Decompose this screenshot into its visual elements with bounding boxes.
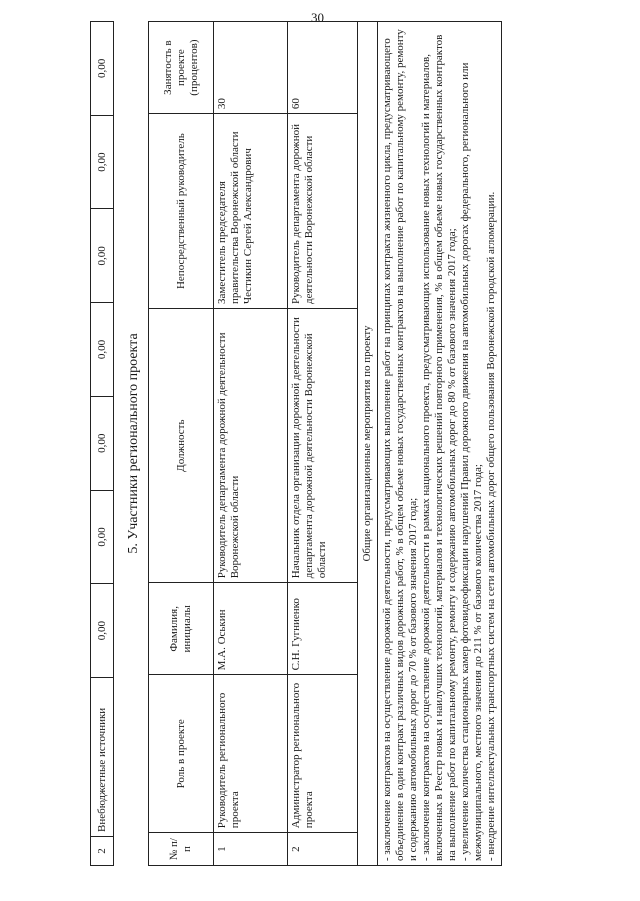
column-header: Должность [149, 309, 214, 583]
position-cell: Начальник отдела организации дорожной деятельности департамента дорожной деятельности Воронежской области [288, 309, 358, 583]
name-cell: М.А. Оськин [214, 583, 288, 675]
value-cell: 0,00 [91, 209, 114, 303]
column-header: Непосредственный руководитель [149, 114, 214, 309]
position-cell: Руководитель департамента дорожной деятельности Воронежской области [214, 309, 288, 583]
role-cell: Руководитель регионального проекта [214, 675, 288, 833]
rotated-page [90, 21, 610, 866]
measures-title-row [358, 22, 378, 866]
value-cell: 0,00 [91, 396, 114, 490]
column-header: Фамилия, инициалы [149, 583, 214, 675]
measure-item: - заключение контрактов на осуществление дорожной деятельности в рамках национального проекта, предусматривающих использование новых технологий и материалов, включенных в Реестр новых и наилучших технологий, материалов и технологических решений повторного применения, % в общем объеме новых государственных контрактов на выполнение работ по капитальному ремонту, ремонту и содержанию автомобильных дорог до 80 % от базового значения 2017 года; [420, 34, 458, 861]
measure-item: - заключение контрактов на осуществление дорожной деятельности, предусматривающих выполнение работ на принципах контракта жизненного цикла, предусматривающего объединение в один контракт различных видов дорожных работ, % в общем объеме новых государственных контрактов на выполнение работ по капитальному ремонту, ремонту и содержанию автомобильных дорог до 70 % от базового значения 2017 года; [381, 29, 419, 861]
page-number: 30 [311, 10, 324, 25]
row-label: Внебюджетные источники [91, 678, 114, 837]
role-cell: Администратор регионального проекта [288, 675, 358, 833]
header-row [149, 22, 214, 866]
table-row [91, 22, 114, 866]
employment-cell: 30 [214, 22, 288, 114]
value-cell: 0,00 [91, 22, 114, 116]
participants-table [148, 21, 502, 866]
name-cell: С.Н. Гугниенко [288, 583, 358, 675]
measures-title: Общие организационные мероприятия по проекту [358, 22, 378, 866]
value-cell: 0,00 [91, 584, 114, 678]
value-cell: 0,00 [91, 303, 114, 397]
table-row [214, 22, 288, 866]
measures-row [378, 22, 502, 866]
measure-item: - увеличение количества стационарных камер фотовидеофиксации нарушений Правил дорожного движения на автомобильных дорогах федерального, регионального или межмуниципального, местного значения до 211 % от базового количества 2017 года; [459, 62, 484, 861]
table-row [288, 22, 358, 866]
supervisor-cell: Руководитель департамента дорожной деятельности Воронежской области [288, 114, 358, 309]
column-header: Роль в проекте [149, 675, 214, 833]
finance-table [90, 21, 114, 866]
column-header: № п/п [149, 833, 214, 866]
value-cell: 0,00 [91, 115, 114, 209]
employment-cell: 60 [288, 22, 358, 114]
measure-item: - внедрение интеллектуальных транспортных систем на сети автомобильных дорог общего пользования Воронежской городской агломерации. [485, 191, 497, 861]
measures-cell [378, 22, 502, 866]
row-number: 2 [288, 833, 358, 866]
row-number: 2 [91, 837, 114, 866]
value-cell: 0,00 [91, 490, 114, 584]
row-number: 1 [214, 833, 288, 866]
column-header: Занятость в проекте (процентов) [149, 22, 214, 114]
section-title: 5. Участники регионального проекта [126, 333, 141, 554]
supervisor-cell: Заместитель председателя правительства Воронежской области Честикин Сергей Александрович [214, 114, 288, 309]
